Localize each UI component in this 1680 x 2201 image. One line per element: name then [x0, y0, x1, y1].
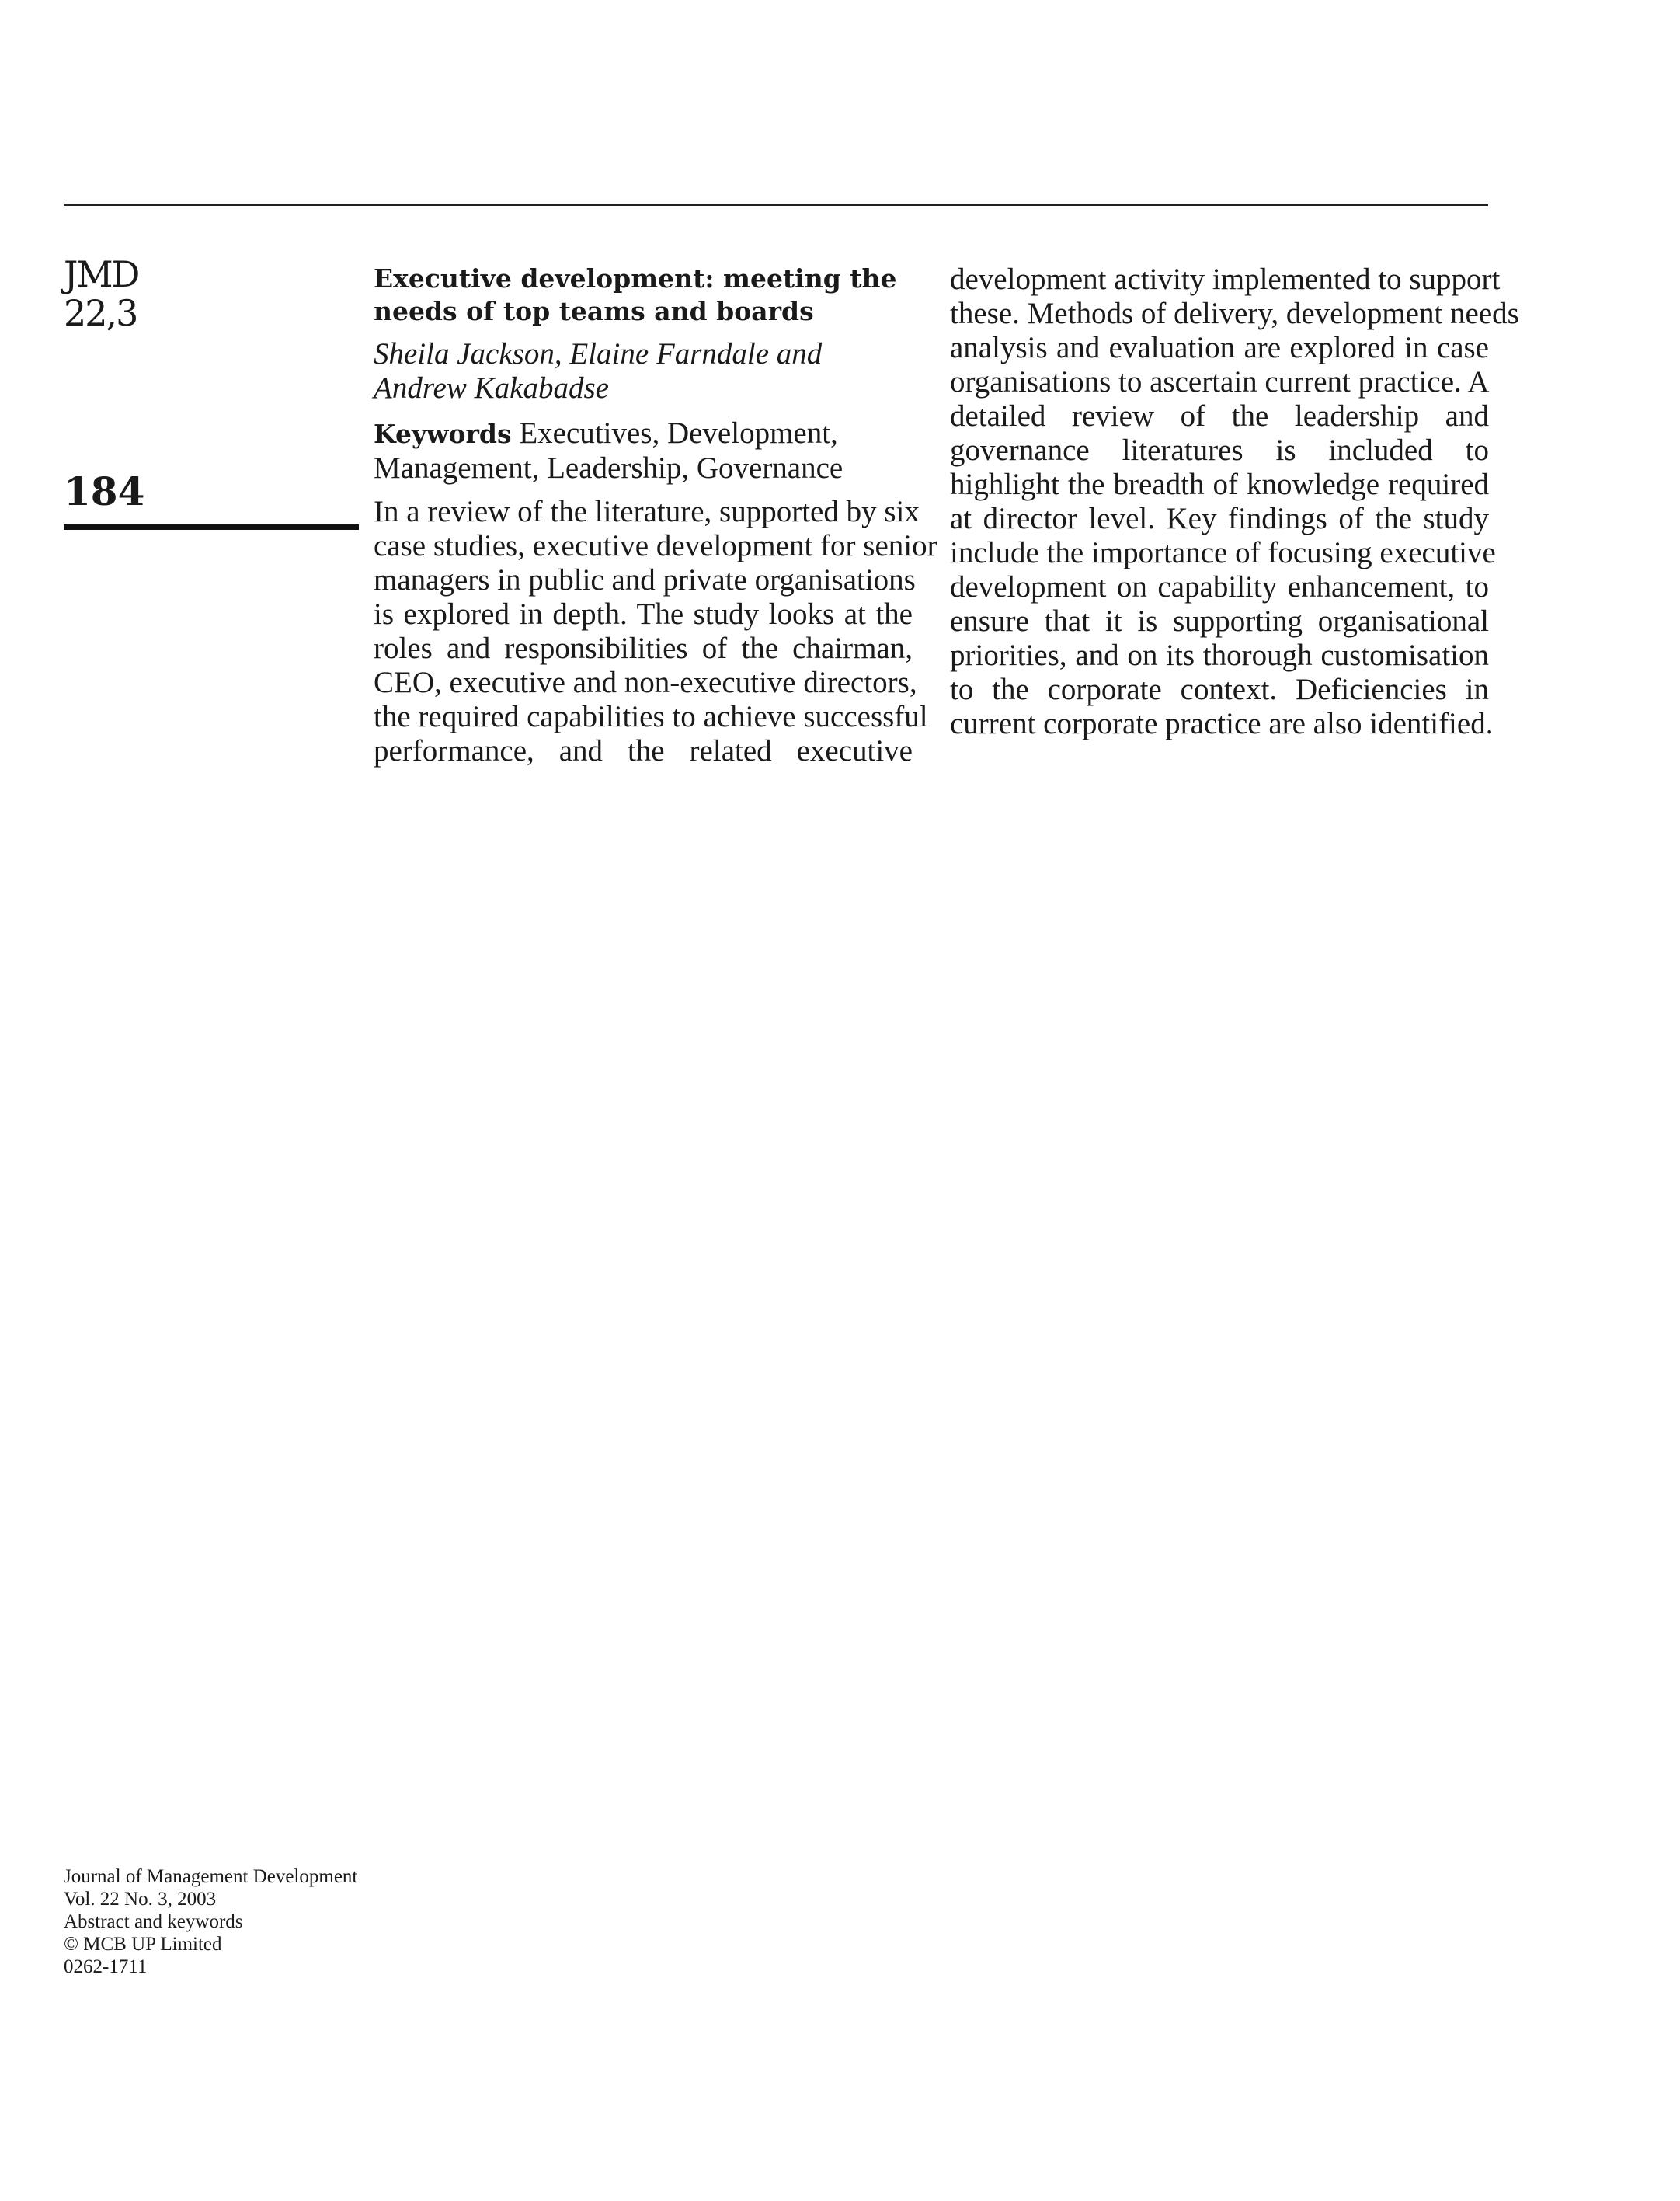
title-line: Executive development: meeting the — [374, 263, 897, 294]
keywords-line — [374, 416, 913, 451]
abstract-line: the required capabilities to achieve successful — [374, 700, 928, 733]
abstract-line: organisations to ascertain current practice. A — [950, 365, 1490, 399]
keywords-line: Management, Leadership, Governance — [374, 451, 843, 485]
journal-abbreviation: JMD — [64, 253, 139, 295]
abstract-column-right — [950, 263, 1519, 741]
abstract-line: ensure that it is supporting organisational — [950, 604, 1489, 638]
journal-name: Journal of Management Development — [64, 1866, 358, 1887]
abstract-line: development on capability enhancement, to — [950, 570, 1489, 604]
publication-info — [64, 1865, 357, 1978]
header-rule — [64, 204, 1488, 206]
keywords-text: Executives, Development, — [519, 416, 838, 450]
abstract-line: current corporate practice are also identified. — [950, 707, 1494, 740]
author-line: Sheila Jackson, Elaine Farndale and — [374, 337, 823, 371]
abstract-line: managers in public and private organisations — [374, 563, 916, 597]
page-number: 184 — [64, 468, 145, 514]
abstract-line: case studies, executive development for senior — [374, 529, 937, 562]
abstract-line: these. Methods of delivery, development needs — [950, 297, 1519, 330]
abstract-line: roles and responsibilities of the chairman, — [374, 632, 913, 665]
journal-marker — [64, 253, 359, 334]
copyright: © MCB UP Limited — [64, 1934, 222, 1955]
author-line: Andrew Kakabadse — [374, 371, 609, 405]
abstract-text — [374, 495, 937, 768]
abstract-line: priorities, and on its thorough customisation — [950, 639, 1489, 672]
abstract-line: In a review of the literature, supported by six — [374, 495, 920, 528]
abstract-line: CEO, executive and non-executive directors, — [374, 666, 917, 699]
abstract-line: is explored in depth. The study looks at the — [374, 597, 913, 631]
abstract-line: development activity implemented to support — [950, 263, 1501, 296]
keywords-label: Keywords — [374, 419, 512, 449]
volume-issue: 22,3 — [64, 292, 137, 334]
abstract-line: analysis and evaluation are explored in case — [950, 331, 1489, 364]
keywords — [374, 416, 913, 486]
article-title — [374, 263, 913, 328]
section-label: Abstract and keywords — [64, 1911, 243, 1932]
abstract-line: detailed review of the leadership and — [950, 399, 1489, 433]
title-line: needs of top teams and boards — [374, 296, 814, 326]
abstract-line: at director level. Key findings of the study — [950, 502, 1489, 535]
abstract-line: highlight the breadth of knowledge required — [950, 468, 1489, 501]
abstract-line: governance literatures is included to — [950, 434, 1489, 467]
abstract-line: to the corporate context. Deficiencies in — [950, 673, 1489, 706]
page-number-rule — [64, 524, 359, 530]
author-list — [374, 337, 913, 406]
volume-info: Vol. 22 No. 3, 2003 — [64, 1889, 217, 1910]
issn: 0262-1711 — [64, 1956, 148, 1977]
abstract-line: performance, and the related executive — [374, 734, 913, 768]
abstract-line: include the importance of focusing executive — [950, 536, 1496, 569]
abstract-column-left — [374, 263, 937, 768]
